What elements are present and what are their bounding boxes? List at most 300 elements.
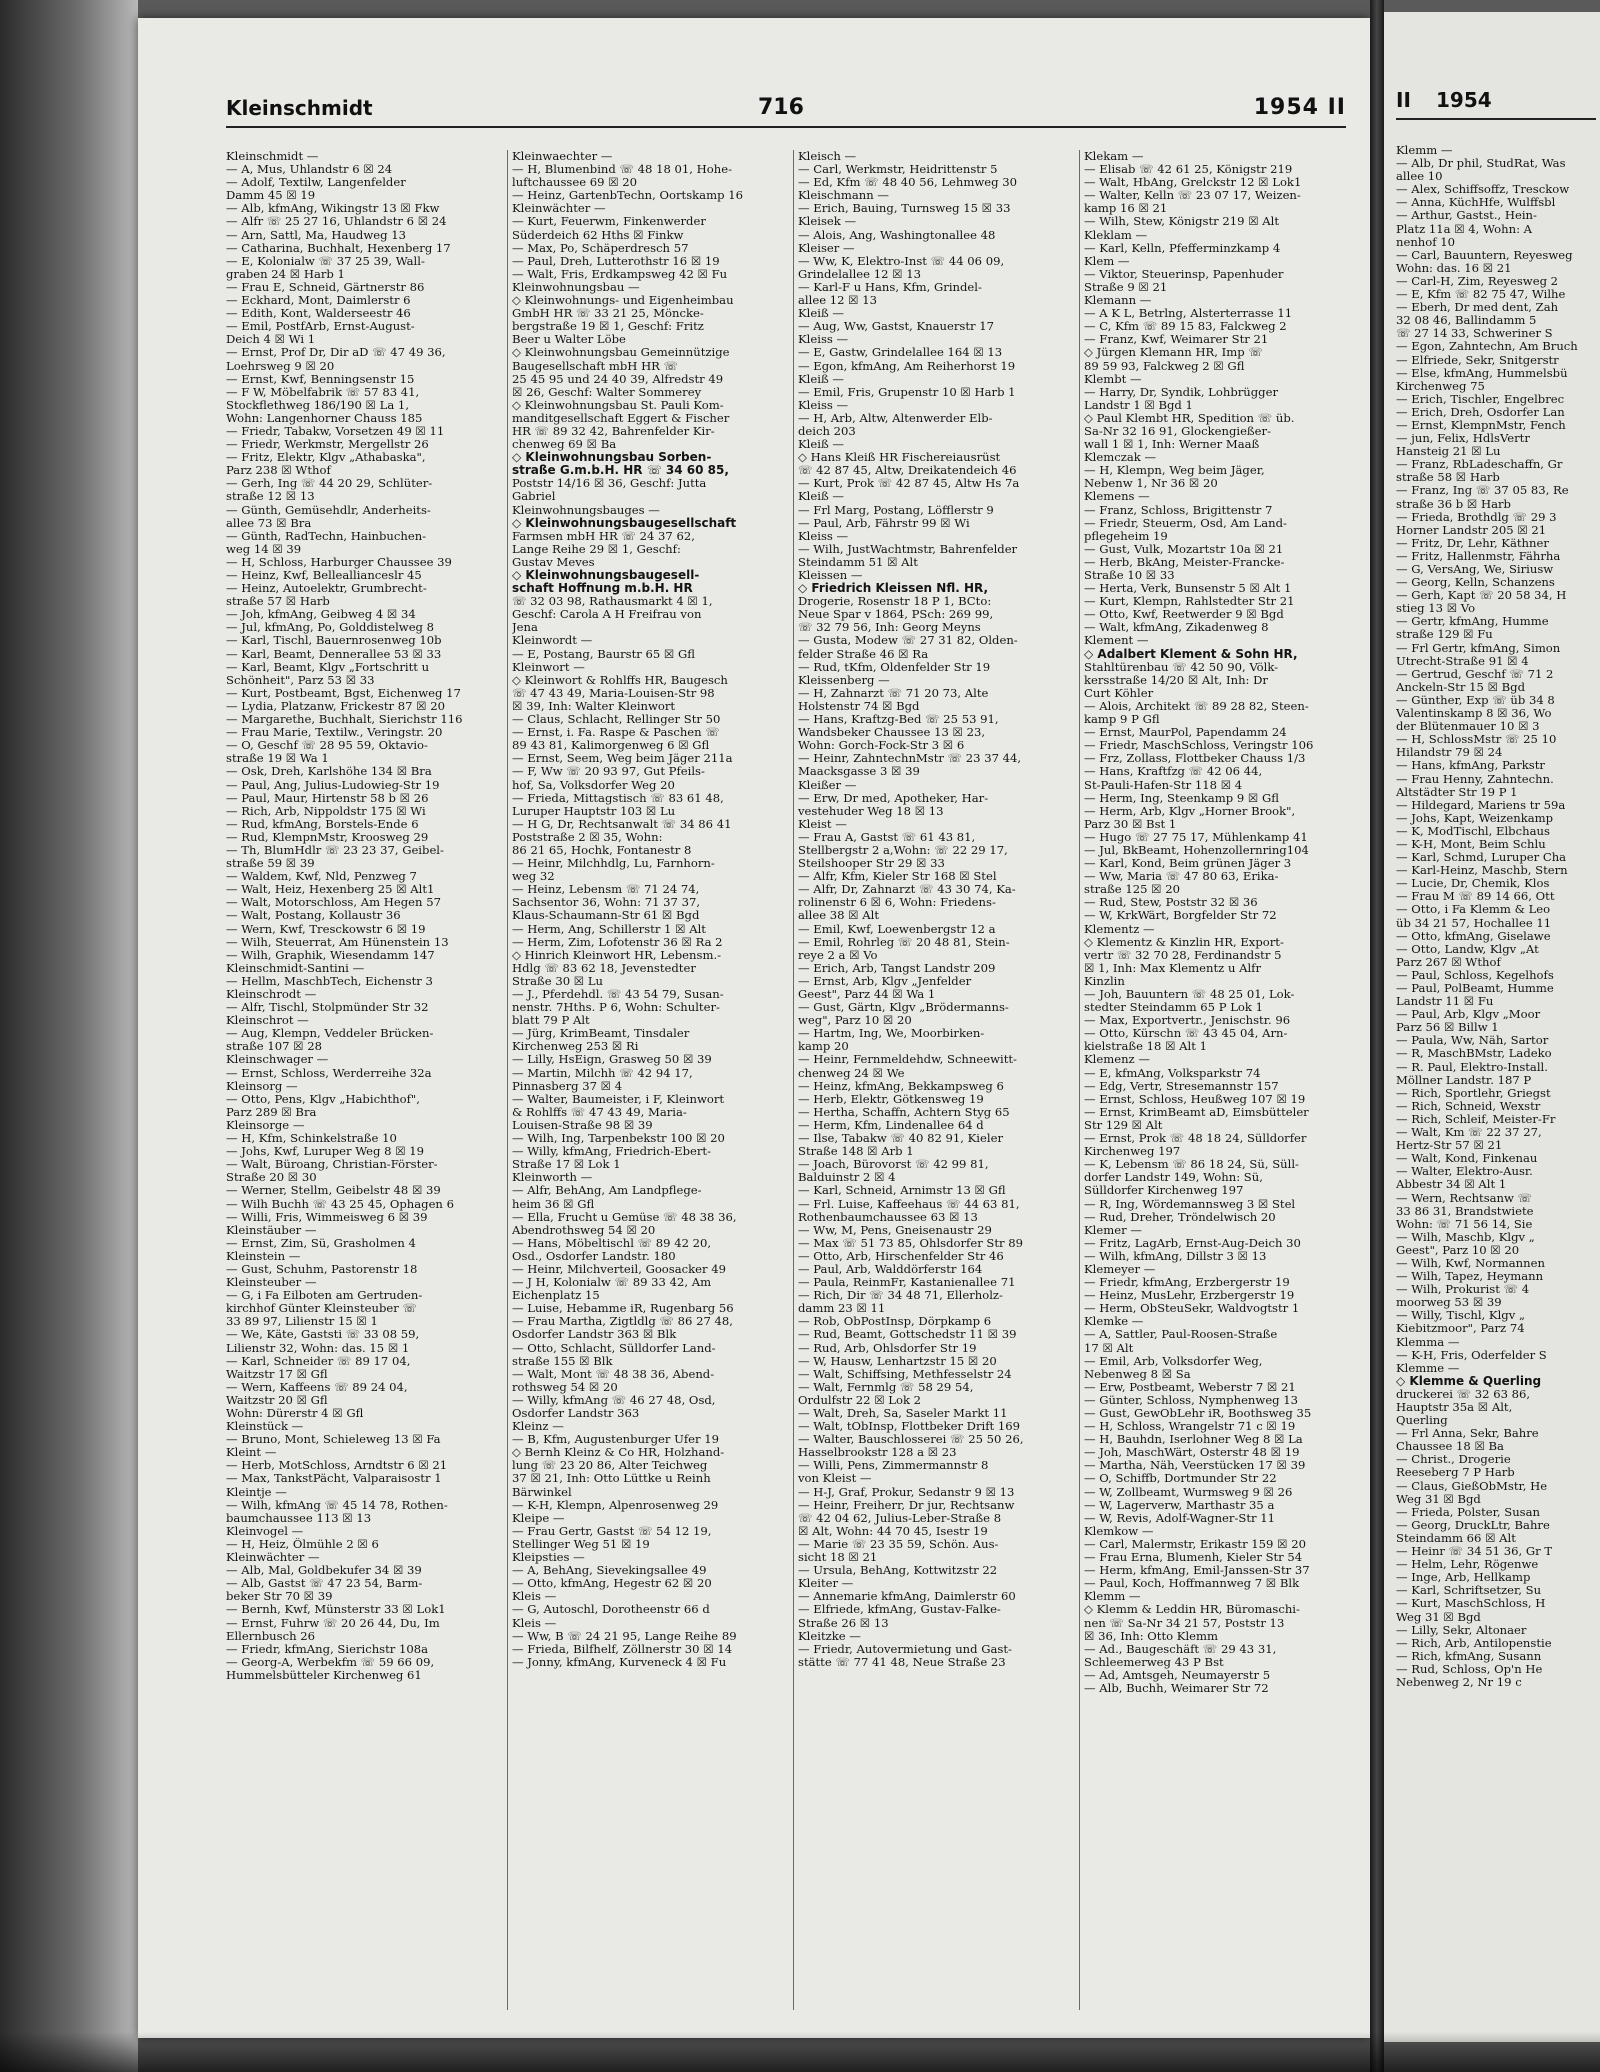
directory-entry: — W, Lagerverw, Marthastr 35 a — [1084, 1498, 1275, 1512]
directory-entry: Parz 267 ☒ Wthof — [1396, 955, 1501, 969]
directory-entry: straße 58 ☒ Harb — [1396, 471, 1500, 485]
directory-entry: — Friedr, Werkmstr, Mergellstr 26 — [226, 438, 429, 452]
directory-entry: — J., Pferdehdl. ☏ 43 54 79, Susan- — [512, 988, 724, 1001]
directory-entry: — Walt, Büroang, Christian-Förster- — [226, 1158, 438, 1172]
directory-entry: — Alb, Mal, Goldbekufer 34 ☒ 39 — [226, 1564, 422, 1578]
directory-entry: — Heinz, Kwf, Belleallianceslr 45 — [226, 569, 422, 582]
directory-entry: — Fritz, Dr, Lehr, Käthner — [1396, 536, 1549, 550]
directory-entry: Hansteig 21 ☒ Lu — [1396, 445, 1501, 459]
directory-entry: — Herb, Elektr, Götkensweg 19 — [798, 1092, 984, 1106]
directory-entry: — Werner, Stellm, Geibelstr 48 ☒ 39 — [226, 1184, 441, 1198]
directory-entry: Straße 148 ☒ Arb 1 — [798, 1145, 914, 1159]
directory-entry: Abbestr 34 ☒ Alt 1 — [1396, 1178, 1507, 1192]
directory-entry: — F W, Möbelfabrik ☏ 57 83 41, — [226, 385, 420, 399]
directory-entry: Loehrsweg 9 ☒ 20 — [226, 359, 335, 373]
directory-entry: — Willy, Tischl, Klgv „ — [1396, 1309, 1525, 1323]
directory-entry: — Heinr ☏ 34 51 36, Gr T — [1396, 1545, 1553, 1559]
directory-entry: — Arthur, Gastst., Hein- — [1396, 209, 1537, 223]
directory-entry: — Viktor, Steuerinsp, Papenhuder — [1084, 267, 1284, 281]
directory-entry: — Frau Marie, Textilw., Veringstr. 20 — [226, 726, 443, 740]
directory-entry: — Luise, Hebamme iR, Rugenbarg 56 — [512, 1302, 734, 1316]
directory-entry: — Egon, kfmAng, Am Reiherhorst 19 — [798, 359, 1016, 373]
directory-entry: Jena — [512, 621, 538, 635]
directory-entry: — Wilh, Stew, Königstr 219 ☒ Alt — [1084, 215, 1280, 229]
surname-heading: Klembt — — [1084, 372, 1142, 386]
directory-entry: — Frieda, Mittagstisch ☏ 83 61 48, — [512, 791, 724, 805]
directory-entry: — Wilh, Graphik, Wiesendamm 147 — [226, 948, 435, 962]
directory-entry: Klaus-Schaumann-Str 61 ☒ Bgd — [512, 909, 700, 923]
directory-entry: — Ernst, Kwf, Benningsenstr 15 — [226, 372, 415, 386]
directory-entry: — Kurt, Postbeamt, Bgst, Eichenweg 17 — [226, 686, 461, 700]
directory-entry: Osdorfer Landstr 363 ☒ Blk — [512, 1328, 677, 1342]
directory-entry: — Aug, Ww, Gastst, Knauerstr 17 — [798, 320, 995, 334]
directory-entry: — Johs, Kapt, Weizenkamp — [1396, 811, 1554, 825]
directory-entry: ☒ 36, Inh: Otto Klemm — [1084, 1629, 1219, 1643]
surname-heading: Kleinwächter — — [512, 202, 606, 216]
surname-heading: Kleinschwager — — [226, 1053, 329, 1067]
directory-entry: vertr ☏ 32 70 28, Ferdinandstr 5 — [1084, 948, 1282, 962]
directory-entry: — E, Gastw, Grindelallee 164 ☒ 13 — [798, 346, 1003, 360]
directory-entry: — Erich, Arb, Tangst Landstr 209 — [798, 961, 996, 975]
directory-entry: — Margarethe, Buchhalt, Sierichstr 116 — [226, 713, 463, 727]
directory-entry: Osdorfer Landstr 363 — [512, 1407, 640, 1420]
directory-entry: — Erich, Bauing, Turnsweg 15 ☒ 33 — [798, 202, 1011, 216]
directory-entry: Utrecht-Straße 91 ☒ 4 — [1396, 654, 1529, 668]
directory-entry: — Ad, Amtsgeh, Neumayerstr 5 — [1084, 1668, 1271, 1682]
directory-entry: — Heinr, Fernmeldehdw, Schneewitt- — [798, 1053, 1017, 1067]
directory-entry: Neue Spar v 1864, PSch: 269 99, — [798, 608, 994, 622]
directory-entry: straße 107 ☒ 28 — [226, 1040, 322, 1054]
directory-entry: ◇ Kleinwohnungs- und Eigenheimbau — [512, 294, 734, 308]
directory-entry: 89 43 81, Kalimorgenweg 6 ☒ Gfl — [512, 739, 710, 753]
directory-entry: St-Pauli-Hafen-Str 118 ☒ 4 — [1084, 778, 1243, 792]
directory-entry: heim 36 ☒ Gfl — [512, 1197, 595, 1211]
surname-heading: Klemke — — [1084, 1315, 1144, 1329]
directory-entry: — Alex, Schiffsoffz, Tresckow — [1396, 183, 1570, 197]
directory-entry: Reeseberg 7 P Harb — [1396, 1466, 1515, 1480]
column-rule — [1079, 150, 1080, 2010]
surname-heading: Kleis — — [512, 1616, 557, 1630]
directory-entry: allee 10 — [1396, 170, 1443, 184]
directory-entry: stieg 13 ☒ Vo — [1396, 602, 1476, 616]
surname-heading: Klemczak — — [1084, 451, 1157, 465]
directory-entry: — Ernst, MaurPol, Papendamm 24 — [1084, 726, 1287, 740]
directory-entry: — Max, Po, Schäperdresch 57 — [512, 241, 689, 255]
directory-entry: — jun, Felix, HdlsVertr — [1396, 432, 1530, 446]
directory-entry: Hdlg ☏ 83 62 18, Jevenstedter — [512, 961, 696, 975]
directory-entry: — Walt, Postang, Kollaustr 36 — [226, 909, 401, 923]
directory-entry: — Frl Anna, Sekr, Bahre — [1396, 1427, 1539, 1441]
directory-entry: — Joh, Bauuntern ☏ 48 25 01, Lok- — [1084, 988, 1295, 1001]
surname-heading: Kleinwohnungsbauges — — [512, 503, 660, 517]
directory-entry: Parz 56 ☒ Billw 1 — [1396, 1021, 1499, 1035]
directory-entry: — Arn, Sattl, Ma, Haudweg 13 — [226, 228, 406, 242]
directory-entry: — Paul, Maur, Hirtenstr 58 b ☒ 26 — [226, 791, 429, 805]
directory-entry: Curt Köhler — [1084, 686, 1154, 700]
directory-entry: — Ww, Maria ☏ 47 80 63, Erika- — [1084, 870, 1279, 884]
surname-heading: Kleißer — — [798, 778, 857, 792]
directory-entry: Straße 17 ☒ Lok 1 — [512, 1158, 621, 1172]
directory-entry: weg 32 — [512, 870, 555, 884]
directory-entry: — Ww, K, Elektro-Inst ☏ 44 06 09, — [798, 254, 1005, 268]
directory-entry: — Max, TankstPächt, Valparaisostr 1 — [226, 1472, 442, 1486]
directory-entry: — Walt, Schiffsing, Methfesselstr 24 — [798, 1367, 1012, 1381]
directory-entry: — Wilh, kfmAng, Dillstr 3 ☒ 13 — [1084, 1249, 1267, 1263]
directory-entry: — Georg, DruckLtr, Bahre — [1396, 1518, 1550, 1532]
directory-entry: — Erw, Dr med, Apotheker, Har- — [798, 791, 989, 805]
directory-entry: Steindamm 51 ☒ Alt — [798, 555, 918, 569]
surname-heading: Klemer — — [1084, 1223, 1142, 1237]
directory-entry: — Gust, Schuhm, Pastorenstr 18 — [226, 1262, 418, 1276]
directory-entry: — Annemarie kfmAng, Daimlerstr 60 — [798, 1590, 1016, 1604]
directory-entry: — Ernst, Zim, Sü, Grasholmen 4 — [226, 1236, 416, 1250]
directory-entry: — K-H, Mont, Beim Schlu — [1396, 837, 1546, 851]
directory-entry: ◇ Klemm & Leddin HR, Büromaschi- — [1084, 1603, 1300, 1617]
directory-entry: — Ernst, Schloss, Werderreihe 32a — [226, 1066, 432, 1080]
directory-entry: — Heinr, ZahntechnMstr ☏ 23 37 44, — [798, 752, 1022, 766]
directory-entry: — Alb, Dr phil, StudRat, Was — [1396, 157, 1566, 171]
directory-entry: — B, Kfm, Augustenburger Ufer 19 — [512, 1433, 719, 1447]
directory-entry: — Ilse, Tabakw ☏ 40 82 91, Kieler — [798, 1132, 1003, 1146]
directory-entry: — Franz, Kwf, Weimarer Str 21 — [1084, 333, 1269, 347]
directory-entry: straße 125 ☒ 20 — [1084, 883, 1180, 897]
directory-entry: stätte ☏ 77 41 48, Neue Straße 23 — [798, 1655, 1006, 1669]
directory-entry: — Rud, Beamt, Gottschedstr 11 ☒ 39 — [798, 1328, 1017, 1342]
directory-entry: — Jul, kfmAng, Po, Golddistelweg 8 — [226, 621, 435, 635]
directory-entry: — H, Klempn, Weg beim Jäger, — [1084, 464, 1265, 478]
directory-entry: kamp 16 ☒ 21 — [1084, 202, 1168, 216]
surname-heading: Kleiß — — [798, 372, 844, 386]
directory-entry: — A K L, Betrlng, Alsterterrasse 11 — [1084, 307, 1293, 321]
directory-entry: — Gusta, Modew ☏ 27 31 82, Olden- — [798, 634, 1018, 648]
directory-entry: — Frau Erna, Blumenh, Kieler Str 54 — [1084, 1551, 1303, 1565]
directory-entry: — Herm, ObSteuSekr, Waldvogtstr 1 — [1084, 1302, 1300, 1316]
directory-entry: blatt 79 P Alt — [512, 1014, 590, 1028]
directory-entry: — Lilly, Sekr, Altonaer — [1396, 1623, 1527, 1637]
directory-entry: — H, Blumenbind ☏ 48 18 01, Hohe- — [512, 163, 732, 177]
directory-entry: Schleemerweg 43 P Bst — [1084, 1655, 1224, 1669]
directory-entry: baumchaussee 113 ☒ 13 — [226, 1511, 372, 1525]
directory-entry: — Alois, Architekt ☏ 89 28 82, Steen- — [1084, 699, 1309, 713]
surname-heading: Kleinschrodt — — [226, 988, 317, 1001]
directory-entry: kielstraße 18 ☒ Alt 1 — [1084, 1040, 1207, 1054]
directory-entry: Poststr 14/16 ☒ 36, Geschf: Jutta — [512, 477, 707, 491]
directory-entry: Damm 45 ☒ 19 — [226, 189, 316, 203]
directory-entry: — Georg, Kelln, Schanzens — [1396, 576, 1555, 590]
directory-entry: manditgesellschaft Eggert & Fischer — [512, 411, 730, 425]
surname-heading: Kleklam — — [1084, 228, 1148, 242]
directory-entry: 25 45 95 und 24 40 39, Alfredstr 49 — [512, 372, 724, 386]
directory-entry: — A, Sattler, Paul-Roosen-Straße — [1084, 1328, 1278, 1342]
directory-entry: — Aug, Klempn, Veddeler Brücken- — [226, 1027, 434, 1041]
directory-entry: — Edg, Vertr, Stresemannstr 157 — [1084, 1079, 1279, 1093]
directory-entry: — Catharina, Buchhalt, Hexenberg 17 — [226, 241, 451, 255]
directory-entry: — Claus, Schlacht, Rellinger Str 50 — [512, 713, 721, 727]
surname-heading: Kleintje — — [226, 1485, 287, 1499]
column-2 — [512, 150, 784, 2010]
directory-entry: 33 89 97, Lilienstr 15 ☒ 1 — [226, 1315, 378, 1329]
directory-entry: — Walt, HbAng, Grelckstr 12 ☒ Lok1 — [1084, 176, 1302, 190]
surname-heading: Kleinwort — — [512, 660, 585, 674]
facing-page — [1384, 12, 1600, 2042]
directory-entry: straße 12 ☒ 13 — [226, 490, 315, 504]
directory-entry: ☒ 39, Inh: Walter Kleinwort — [512, 699, 676, 713]
directory-entry: ☏ 27 14 33, Schweriner S — [1396, 327, 1553, 341]
directory-entry: Kirchenweg 75 — [1396, 379, 1485, 393]
directory-entry: Waitzstr 20 ☒ Gfl — [226, 1393, 328, 1407]
directory-entry: Holstenstr 74 ☒ Bgd — [798, 699, 920, 713]
directory-entry: — Carl-H, Zim, Reyesweg 2 — [1396, 274, 1559, 288]
directory-entry: Hasselbrookstr 128 a ☒ 23 — [798, 1446, 957, 1460]
directory-entry: Stockflethweg 186/190 ☒ La 1, — [226, 398, 409, 412]
surname-heading: Klemenz — — [1084, 1053, 1150, 1067]
directory-entry: Hummelsbütteler Kirchenweg 61 — [226, 1668, 422, 1682]
directory-entry: — Walt, Km ☏ 22 37 27, — [1396, 1126, 1542, 1140]
directory-entry: — Frieda, Brothdlg ☏ 29 3 — [1396, 510, 1557, 524]
directory-entry: — Karl, Tischl, Bauernrosenweg 10b — [226, 634, 442, 648]
directory-entry: — Kurt, MaschSchloss, H — [1396, 1597, 1546, 1611]
directory-entry: Sülldorfer Kirchenweg 197 — [1084, 1184, 1244, 1198]
surname-heading: Klemeyer — — [1084, 1262, 1156, 1276]
surname-heading: Klemens — — [1084, 490, 1150, 504]
directory-entry: 37 ☒ 21, Inh: Otto Lüttke u Reinh — [512, 1472, 711, 1486]
directory-entry: Kirchenweg 197 — [1084, 1145, 1181, 1159]
directory-entry: Wohn: Gorch-Fock-Str 3 ☒ 6 — [798, 739, 965, 753]
directory-entry: Schönheit", Parz 53 ☒ 33 — [226, 673, 375, 687]
surname-heading: Kleiss — — [798, 333, 849, 347]
surname-heading: Klementz — — [1084, 922, 1155, 936]
directory-entry: chenweg 69 ☒ Ba — [512, 438, 617, 452]
directory-entry: üb 34 21 57, Hochallee 11 — [1396, 916, 1552, 930]
directory-entry: — Rob, ObPostInsp, Dörpkamp 6 — [798, 1315, 992, 1329]
directory-entry: Farmsen mbH HR ☏ 24 37 62, — [512, 529, 695, 543]
directory-entry: — Karl, Beamt, Dennerallee 53 ☒ 33 — [226, 647, 442, 661]
directory-entry: ◇ Hinrich Kleinwort HR, Lebensm.- — [512, 948, 722, 962]
directory-entry: — Emil, Rohrleg ☏ 20 48 81, Stein- — [798, 935, 1010, 949]
directory-entry: — Fritz, Elektr, Klgv „Athabaska", — [226, 451, 426, 465]
directory-entry: allee 12 ☒ 13 — [798, 294, 878, 308]
directory-entry: — Fritz, Hallenmstr, Fährha — [1396, 549, 1561, 563]
surname-heading: Kleiser — — [798, 241, 855, 255]
directory-entry: Grindelallee 12 ☒ 13 — [798, 267, 921, 281]
directory-entry: — Heinz, Lebensm ☏ 71 24 74, — [512, 883, 700, 897]
directory-entry: ☒ 1, Inh: Max Klementz u Alfr — [1084, 961, 1262, 975]
directory-entry: — Anna, KüchHfe, Wulffsbl — [1396, 196, 1556, 210]
directory-entry: — Rud, tKfm, Oldenfelder Str 19 — [798, 660, 991, 674]
directory-entry: — Karl, Kond, Beim grünen Jäger 3 — [1084, 857, 1292, 871]
directory-entry: Geest", Parz 10 ☒ 20 — [1396, 1243, 1520, 1257]
directory-entry: — Paula, ReinmFr, Kastanienallee 71 — [798, 1276, 1016, 1290]
directory-entry: — Günth, Gemüsehdlr, Anderheits- — [226, 503, 431, 517]
directory-entry: — Ww, M, Pens, Gneisenaustr 29 — [798, 1223, 992, 1237]
directory-entry: — Frieda, Bilfhelf, Zöllnerstr 30 ☒ 14 — [512, 1642, 733, 1656]
directory-entry: — Herm, Arb, Klgv „Horner Brook", — [1084, 804, 1296, 818]
directory-entry: — Karl, Kelln, Pfefferminzkamp 4 — [1084, 241, 1281, 255]
directory-entry: — H, SchlossMstr ☏ 25 10 — [1396, 733, 1557, 747]
directory-entry: — Adolf, Textilw, Langenfelder — [226, 176, 406, 190]
directory-entry: ◇ Kleinwort & Rohlffs HR, Baugesch — [512, 673, 728, 687]
directory-entry: 86 21 65, Hochk, Fontanestr 8 — [512, 843, 692, 857]
surname-heading: Kleis — — [512, 1590, 557, 1604]
directory-entry: Sachsentor 36, Wohn: 71 37 37, — [512, 896, 701, 910]
directory-entry: ☏ 42 04 62, Julius-Leber-Straße 8 — [798, 1511, 1002, 1525]
directory-entry: — Herm, kfmAng, Emil-Janssen-Str 37 — [1084, 1564, 1310, 1578]
directory-entry: vestehuder Weg 18 ☒ 13 — [798, 804, 944, 818]
directory-entry: — E, Postang, Baurstr 65 ☒ Gfl — [512, 647, 695, 661]
directory-entry: — Alfr, Dr, Zahnarzt ☏ 43 30 74, Ka- — [798, 883, 1016, 897]
column-rule — [793, 150, 794, 2010]
directory-entry: dorfer Landstr 149, Wohn: Sü, — [1084, 1171, 1263, 1185]
directory-entry: — Elfriede, kfmAng, Gustav-Falke- — [798, 1603, 1001, 1617]
directory-entry: — Frieda, Polster, Susan — [1396, 1505, 1541, 1519]
surname-heading: Klemma — — [1396, 1335, 1460, 1349]
directory-entry: — Ella, Frucht u Gemüse ☏ 48 38 36, — [512, 1210, 737, 1224]
facing-header-roman: II — [1396, 88, 1411, 112]
scan-edge-left — [0, 0, 138, 2072]
directory-entry: — Harry, Dr, Syndik, Lohbrügger — [1084, 385, 1279, 399]
directory-entry: — H, Schloss, Wrangelstr 71 c ☒ 19 — [1084, 1420, 1296, 1434]
directory-entry: — Wilh, Maschb, Klgv „ — [1396, 1230, 1535, 1244]
directory-entry: — Karl, Schmd, Luruper Cha — [1396, 851, 1567, 865]
directory-entry: — Wern, Kwf, Tresckowstr 6 ☒ 19 — [226, 922, 426, 936]
directory-entry: — Osk, Dreh, Karlshöhe 134 ☒ Bra — [226, 765, 432, 779]
directory-entry: — Erich, Dreh, Osdorfer Lan — [1396, 405, 1565, 419]
directory-entry: — Ernst, KlempnMstr, Fench — [1396, 418, 1566, 432]
directory-entry: — Max ☏ 51 73 85, Ohlsdorfer Str 89 — [798, 1236, 1024, 1250]
directory-entry: ◇ Kleinwohnungsbau Sorben- — [512, 451, 712, 465]
directory-entry: Straße 20 ☒ 30 — [226, 1171, 317, 1185]
directory-entry: — Jul, BkBeamt, Hohenzollernring104 — [1084, 843, 1309, 857]
directory-entry: — Wilh, JustWachtmstr, Bahrenfelder — [798, 542, 1018, 556]
directory-entry: — Rud, Schloss, Op'n He — [1396, 1662, 1543, 1676]
directory-entry: ☏ 32 79 56, Inh: Georg Meyns — [798, 621, 981, 635]
column-4 — [1084, 150, 1356, 2010]
directory-entry: bergstraße 19 ☒ 1, Geschf: Fritz — [512, 320, 704, 334]
directory-entry: Wohn: das. 16 ☒ 21 — [1396, 261, 1512, 275]
directory-entry: straße 59 ☒ 39 — [226, 857, 315, 871]
directory-entry: — Paul, Koch, Hoffmannweg 7 ☒ Blk — [1084, 1577, 1300, 1591]
directory-entry: Wohn: Dürerstr 4 ☒ Gfl — [226, 1407, 364, 1420]
directory-entry: — Frau E, Schneid, Gärtnerstr 86 — [226, 280, 425, 294]
directory-entry: reye 2 a ☒ Vo — [798, 948, 878, 962]
directory-entry: — Walt, Heiz, Hexenberg 25 ☒ Alt1 — [226, 883, 435, 897]
directory-entry: felder Straße 46 ☒ Ra — [798, 647, 929, 661]
directory-entry: — Paul, Ang, Julius-Ludowieg-Str 19 — [226, 778, 440, 792]
directory-entry: — Otto, Landw, Klgv „At — [1396, 942, 1539, 956]
directory-entry: — Johs, Kwf, Luruper Weg 8 ☒ 19 — [226, 1145, 425, 1159]
directory-entry: ◇ Friedrich Kleissen Nfl. HR, — [798, 582, 989, 596]
directory-entry: Rothenbaumchaussee 63 ☒ 13 — [798, 1210, 978, 1224]
directory-entry: — Herm, Kfm, Lindenallee 64 d — [798, 1118, 984, 1132]
scan-edge-bottom — [0, 2032, 1600, 2072]
directory-entry: HR ☏ 89 32 42, Bahrenfelder Kir- — [512, 424, 715, 438]
directory-entry: Landstr 11 ☒ Fu — [1396, 995, 1494, 1009]
directory-entry: & Rohlffs ☏ 47 43 49, Maria- — [512, 1105, 687, 1119]
surname-heading: Kleitzke — — [798, 1629, 861, 1643]
directory-entry: — Alb, kfmAng, Wikingstr 13 ☒ Fkw — [226, 202, 440, 216]
directory-entry: Möllner Landstr. 187 P — [1396, 1073, 1532, 1087]
surname-heading: Kleinwordt — — [512, 634, 593, 648]
column-1 — [226, 150, 498, 2010]
directory-entry: — Wilh Buchh ☏ 43 25 45, Ophagen 6 — [226, 1197, 454, 1211]
directory-entry: — Frau A, Gastst ☏ 61 43 81, — [798, 830, 976, 844]
directory-entry: — Kurt, Prok ☏ 42 87 45, Altw Hs 7a — [798, 477, 1020, 491]
directory-entry: kersstraße 14/20 ☒ Alt, Inh: Dr — [1084, 673, 1268, 687]
directory-entry: Steindamm 66 ☒ Alt — [1396, 1531, 1516, 1545]
directory-entry: — Alfr, BehAng, Am Landpflege- — [512, 1184, 702, 1198]
directory-entry: — A, BehAng, Sievekingsallee 49 — [512, 1564, 707, 1578]
directory-entry: — We, Käte, Gaststi ☏ 33 08 59, — [226, 1328, 420, 1342]
directory-entry: Gustav Meves — [512, 555, 595, 569]
directory-entry: — Günth, RadTechn, Hainbuchen- — [226, 529, 427, 543]
directory-entry: rolinenstr 6 ☒ 6, Wohn: Friedens- — [798, 896, 996, 910]
directory-entry: — Walter, Elektro-Ausr. — [1396, 1165, 1533, 1179]
surname-heading: Kleiß — — [798, 438, 844, 452]
directory-entry: Landstr 1 ☒ Bgd 1 — [1084, 398, 1193, 412]
directory-entry: — Else, kfmAng, Hummelsbü — [1396, 366, 1568, 380]
directory-entry: — Paul, PolBeamt, Humme — [1396, 982, 1554, 995]
directory-entry: — Gust, Vulk, Mozartstr 10a ☒ 21 — [1084, 542, 1284, 556]
surname-heading: Kleinschmidt — — [226, 150, 319, 163]
directory-entry: chenweg 24 ☒ We — [798, 1066, 905, 1080]
directory-entry: — Ernst, Prof Dr, Dir aD ☏ 47 49 36, — [226, 346, 446, 360]
directory-entry: — Carl, Bauuntern, Reyesweg — [1396, 248, 1573, 262]
directory-entry: — Wilh, Steuerrat, Am Hünenstein 13 — [226, 935, 449, 949]
directory-entry: — Georg-A, Werbekfm ☏ 59 66 09, — [226, 1655, 435, 1669]
directory-entry: — Alfr, Kfm, Kieler Str 168 ☒ Stel — [798, 870, 997, 884]
directory-entry: pflegeheim 19 — [1084, 529, 1168, 543]
directory-entry: — Herb, BkAng, Meister-Francke- — [1084, 555, 1285, 569]
directory-entry: — Otto, Kwf, Reetwerder 9 ☒ Bgd — [1084, 608, 1284, 622]
directory-entry: Beer u Walter Löbe — [512, 333, 626, 347]
surname-heading: Kleisek — — [798, 215, 857, 229]
directory-entry: — Heinz, MusLehr, Erzbergerstr 19 — [1084, 1289, 1295, 1303]
directory-entry: — Heinz, GartenbTechn, Oortskamp 16 — [512, 189, 743, 203]
surname-heading: Kleinworth — — [512, 1171, 593, 1185]
directory-entry: — Hugo ☏ 27 75 17, Mühlenkamp 41 — [1084, 830, 1308, 844]
surname-heading: von Kleist — — [798, 1472, 872, 1486]
directory-entry: — Frl Gertr, kfmAng, Simon — [1396, 641, 1561, 655]
directory-entry: — Emil, Fris, Grupenstr 10 ☒ Harb 1 — [798, 385, 1016, 399]
directory-entry: — E, kfmAng, Volksparkstr 74 — [1084, 1066, 1261, 1080]
directory-entry: Poststraße 2 ☒ 35, Wohn: — [512, 830, 663, 844]
directory-entry: Louisen-Straße 98 ☒ 39 — [512, 1118, 653, 1132]
directory-entry: — Friedr, Autovermietung und Gast- — [798, 1642, 1012, 1656]
directory-entry: Horner Landstr 205 ☒ 21 — [1396, 523, 1547, 537]
directory-entry: — Wern, Kaffeens ☏ 89 24 04, — [226, 1380, 408, 1394]
surname-heading: Kleinvogel — — [226, 1524, 304, 1538]
directory-entry: — Walter, Kelln ☏ 23 07 17, Weizen- — [1084, 189, 1301, 203]
directory-entry: — H, Zahnarzt ☏ 71 20 73, Alte — [798, 686, 989, 700]
directory-entry: — H-J, Graf, Prokur, Sedanstr 9 ☒ 13 — [798, 1485, 1015, 1499]
directory-entry: — Eckhard, Mont, Daimlerstr 6 — [226, 294, 411, 308]
surname-heading: Kleinz — — [512, 1420, 564, 1434]
directory-entry: — Frau Gertr, Gastst ☏ 54 12 19, — [512, 1524, 712, 1538]
directory-entry: — W, Zollbeamt, Wurmsweg 9 ☒ 26 — [1084, 1485, 1293, 1499]
directory-entry: Chaussee 18 ☒ Ba — [1396, 1440, 1504, 1454]
directory-entry: — Friedr, Steuerm, Osd, Am Land- — [1084, 516, 1287, 530]
directory-entry: ☒ Alt, Wohn: 44 70 45, Isestr 19 — [798, 1524, 988, 1538]
directory-entry: Lilienstr 32, Wohn: das. 15 ☒ 1 — [226, 1341, 410, 1355]
directory-entry: — Günter, Schloss, Nymphenweg 13 — [1084, 1393, 1299, 1407]
directory-entry: ◇ Kleinwohnungsbaugesell- — [512, 569, 700, 582]
directory-entry: Platz 11a ☒ 4, Wohn: A — [1396, 222, 1533, 236]
directory-entry: straße 36 b ☒ Harb — [1396, 497, 1511, 511]
surname-heading: Kleiss — — [798, 398, 849, 412]
directory-entry: schaft Hoffnung m.b.H. HR — [512, 582, 693, 596]
surname-heading: Kleinstück — — [226, 1420, 304, 1434]
directory-entry: — Ernst, Prok ☏ 48 18 24, Sülldorfer — [1084, 1132, 1307, 1146]
